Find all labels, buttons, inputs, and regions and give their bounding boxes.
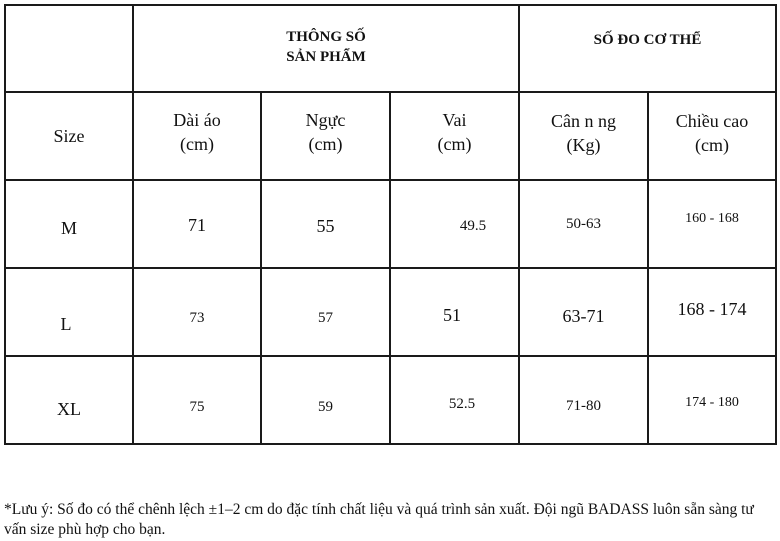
length-cell: 75 (189, 398, 205, 415)
size-chart-table (4, 4, 777, 445)
chest-cell: 57 (318, 309, 333, 326)
size-cell: M (60, 217, 77, 238)
size-disclaimer-note: *Lưu ý: Số đo có thể chênh lệch ±1–2 cm do đặc tính chất liệu và quá trình sản xuất. Đội ngũ BADASS luôn sẵn sàng tư vấn size phù hợp cho bạn. (4, 501, 754, 539)
column-header-shoulder: Vai (cm) (437, 109, 472, 154)
weight-cell: 63-71 (562, 305, 605, 326)
chest-cell: 59 (318, 398, 333, 415)
column-header-length: Dài áo (cm) (173, 109, 221, 154)
weight-cell: 71-80 (566, 397, 601, 414)
height-cell: 174 - 180 (685, 394, 739, 410)
shoulder-cell: 52.5 (448, 395, 476, 412)
shoulder-cell: 49.5 (459, 217, 487, 234)
group-header-product-specs: THÔNG SỐ SẢN PHẨM (286, 28, 366, 65)
height-cell: 160 - 168 (685, 210, 739, 226)
size-cell: XL (57, 398, 81, 419)
size-cell: L (60, 313, 72, 334)
weight-cell: 50-63 (566, 215, 601, 232)
table-border-right (775, 4, 777, 445)
height-cell: 168 - 174 (677, 298, 747, 319)
column-header-chest: Ngực (cm) (305, 109, 346, 154)
length-cell: 71 (188, 214, 206, 235)
chest-cell: 55 (316, 215, 335, 236)
column-header-height: Chiều cao (cm) (675, 110, 749, 155)
column-header-size: Size (53, 125, 85, 146)
column-header-weight: Cân n ng (Kg) (551, 110, 616, 155)
group-header-body-measurements: SỐ ĐO CƠ THỂ (593, 31, 702, 48)
shoulder-cell: 51 (443, 304, 461, 325)
length-cell: 73 (189, 309, 205, 326)
